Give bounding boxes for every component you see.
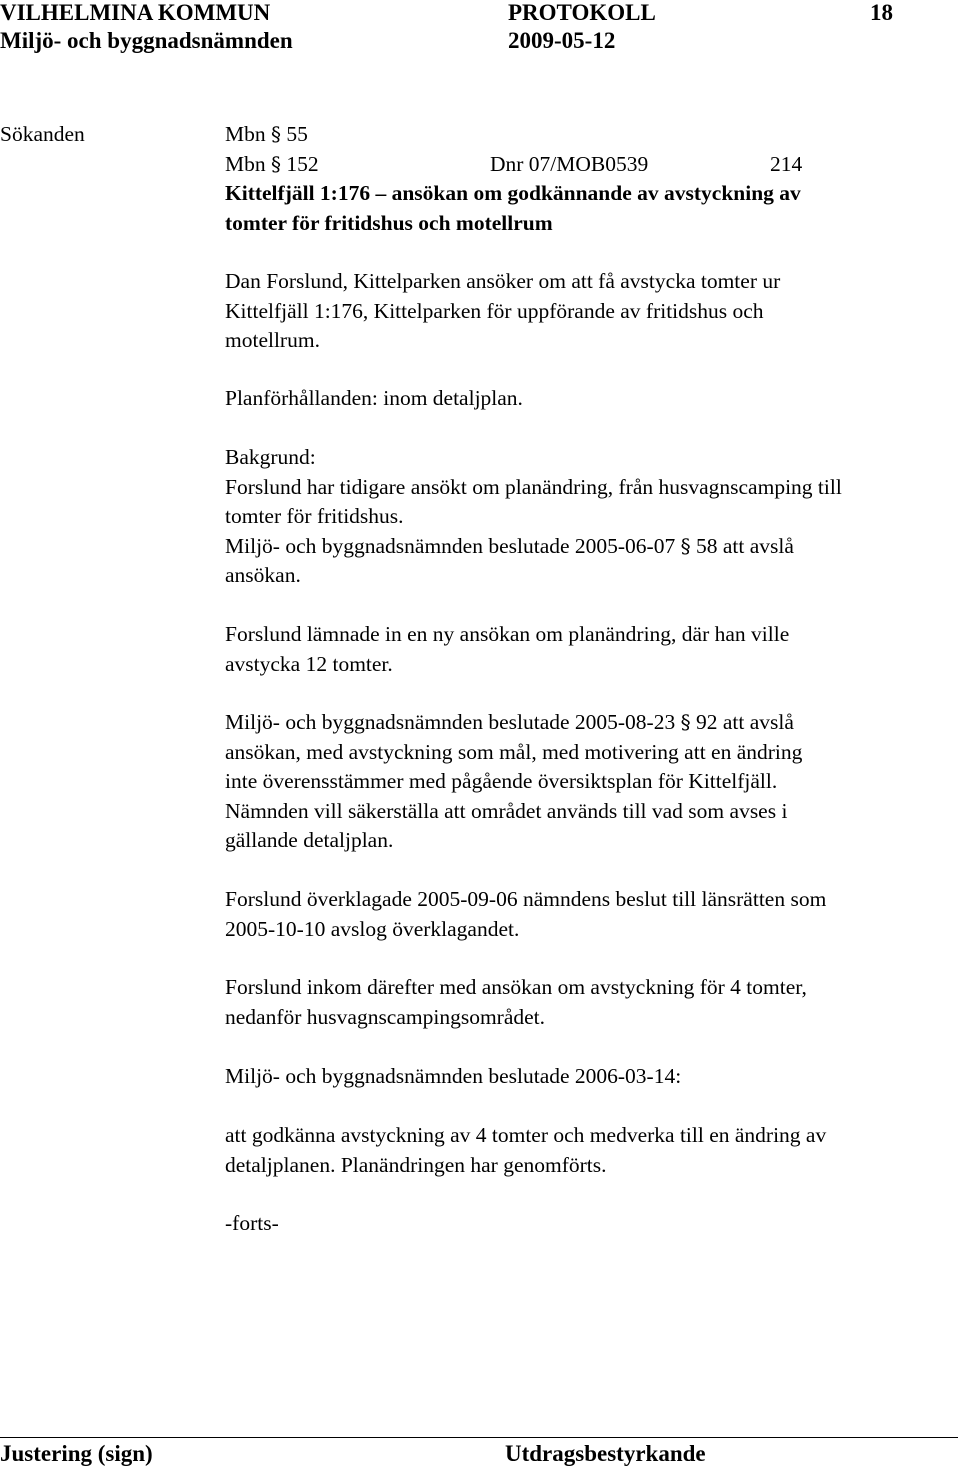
case-title-line-2: tomter för fritidshus och motellrum — [225, 210, 553, 235]
paragraph-application — [225, 267, 960, 356]
applicant-label: Sökanden — [0, 122, 85, 146]
text-line: avstycka 12 tomter. — [225, 651, 393, 676]
meeting-date: 2009-05-12 — [508, 28, 616, 53]
text-line: Dan Forslund, Kittelparken ansöker om att få avstycka tomter ur — [225, 269, 781, 293]
mbn-prefix: Mbn — [225, 151, 266, 176]
org-name: VILHELMINA KOMMUN — [0, 0, 271, 25]
text-line: Bakgrund: — [225, 445, 316, 469]
text-line: att godkänna avstyckning av 4 tomter och medverka till en ändring av — [225, 1123, 827, 1147]
case-title-line-1: Kittelfjäll 1:176 – ansökan om godkännande av avstyckning av — [225, 181, 801, 205]
page-number: 18 — [870, 0, 893, 25]
section-symbol: § — [680, 533, 691, 558]
text-line: Nämnden vill säkerställa att området används till vad som avses i — [225, 798, 788, 823]
document-type: PROTOKOLL — [508, 0, 656, 25]
paragraph-decision-2006 — [225, 1062, 960, 1092]
section-symbol: § — [271, 151, 281, 176]
text-line — [225, 532, 960, 562]
text-span: Miljö- och byggnadsnämnden beslutade 2005-06-07 — [225, 533, 676, 558]
text-line: gällande detaljplan. — [225, 828, 394, 852]
continuation-marker: -forts- — [225, 1211, 279, 1235]
text-line: detaljplanen. Planändringen har genomförts. — [225, 1152, 607, 1177]
text-line: nedanför husvagnscampingsområdet. — [225, 1004, 546, 1029]
section-symbol: § — [271, 122, 281, 146]
text-line: ansökan, med avstyckning som mål, med motivering att en ändring — [225, 739, 803, 764]
footer-signature-label: Justering (sign) — [0, 1441, 153, 1466]
footer-certification-label: Utdragsbestyrkande — [505, 1441, 706, 1466]
text-span: 58 att avslå — [695, 533, 794, 558]
text-line: ansökan. — [225, 563, 301, 587]
paragraph-new-application — [225, 620, 960, 679]
text-line — [225, 708, 960, 738]
text-span: Miljö- och byggnadsnämnden beslutade 2005-08-23 — [225, 710, 676, 734]
text-line: 2005-10-10 avslog överklagandet. — [225, 916, 520, 941]
mbn-reference-2 — [225, 150, 319, 180]
text-line: Forslund överklagade 2005-09-06 nämndens beslut till länsrätten som — [225, 887, 827, 911]
paragraph-background — [225, 443, 960, 591]
section-symbol: § — [680, 710, 691, 734]
text-line: Miljö- och byggnadsnämnden beslutade 2006-03-14: — [225, 1064, 682, 1088]
mbn-number: 55 — [286, 122, 308, 146]
paragraph-four-plots — [225, 973, 960, 1032]
text-line: tomter för fritidshus. — [225, 504, 404, 528]
mbn-prefix: Mbn — [225, 122, 266, 146]
text-line: Forslund lämnade in en ny ansökan om planändring, där han ville — [225, 622, 790, 646]
diary-number: Dnr 07/MOB0539 — [490, 151, 649, 176]
paragraph-plan-conditions — [225, 384, 960, 414]
paragraph-decision-2005 — [225, 708, 960, 856]
paragraph-approval — [225, 1121, 960, 1180]
text-line: Forslund inkom därefter med ansökan om avstyckning för 4 tomter, — [225, 975, 807, 999]
case-code: 214 — [770, 151, 803, 176]
footer-divider — [0, 1437, 958, 1438]
committee-name: Miljö- och byggnadsnämnden — [0, 28, 293, 53]
paragraph-appeal — [225, 885, 960, 944]
text-line: Planförhållanden: inom detaljplan. — [225, 386, 523, 410]
text-line: Kittelfjäll 1:176, Kittelparken för uppförande av fritidshus och — [225, 298, 764, 323]
text-line: Forslund har tidigare ansökt om planändring, från husvagnscamping till — [225, 474, 842, 499]
text-line: inte överensstämmer med pågående översiktsplan för Kittelfjäll. — [225, 769, 778, 793]
mbn-number: 152 — [286, 151, 319, 176]
mbn-reference-1 — [225, 120, 308, 150]
text-span: 92 att avslå — [695, 710, 794, 734]
text-line: motellrum. — [225, 328, 320, 352]
